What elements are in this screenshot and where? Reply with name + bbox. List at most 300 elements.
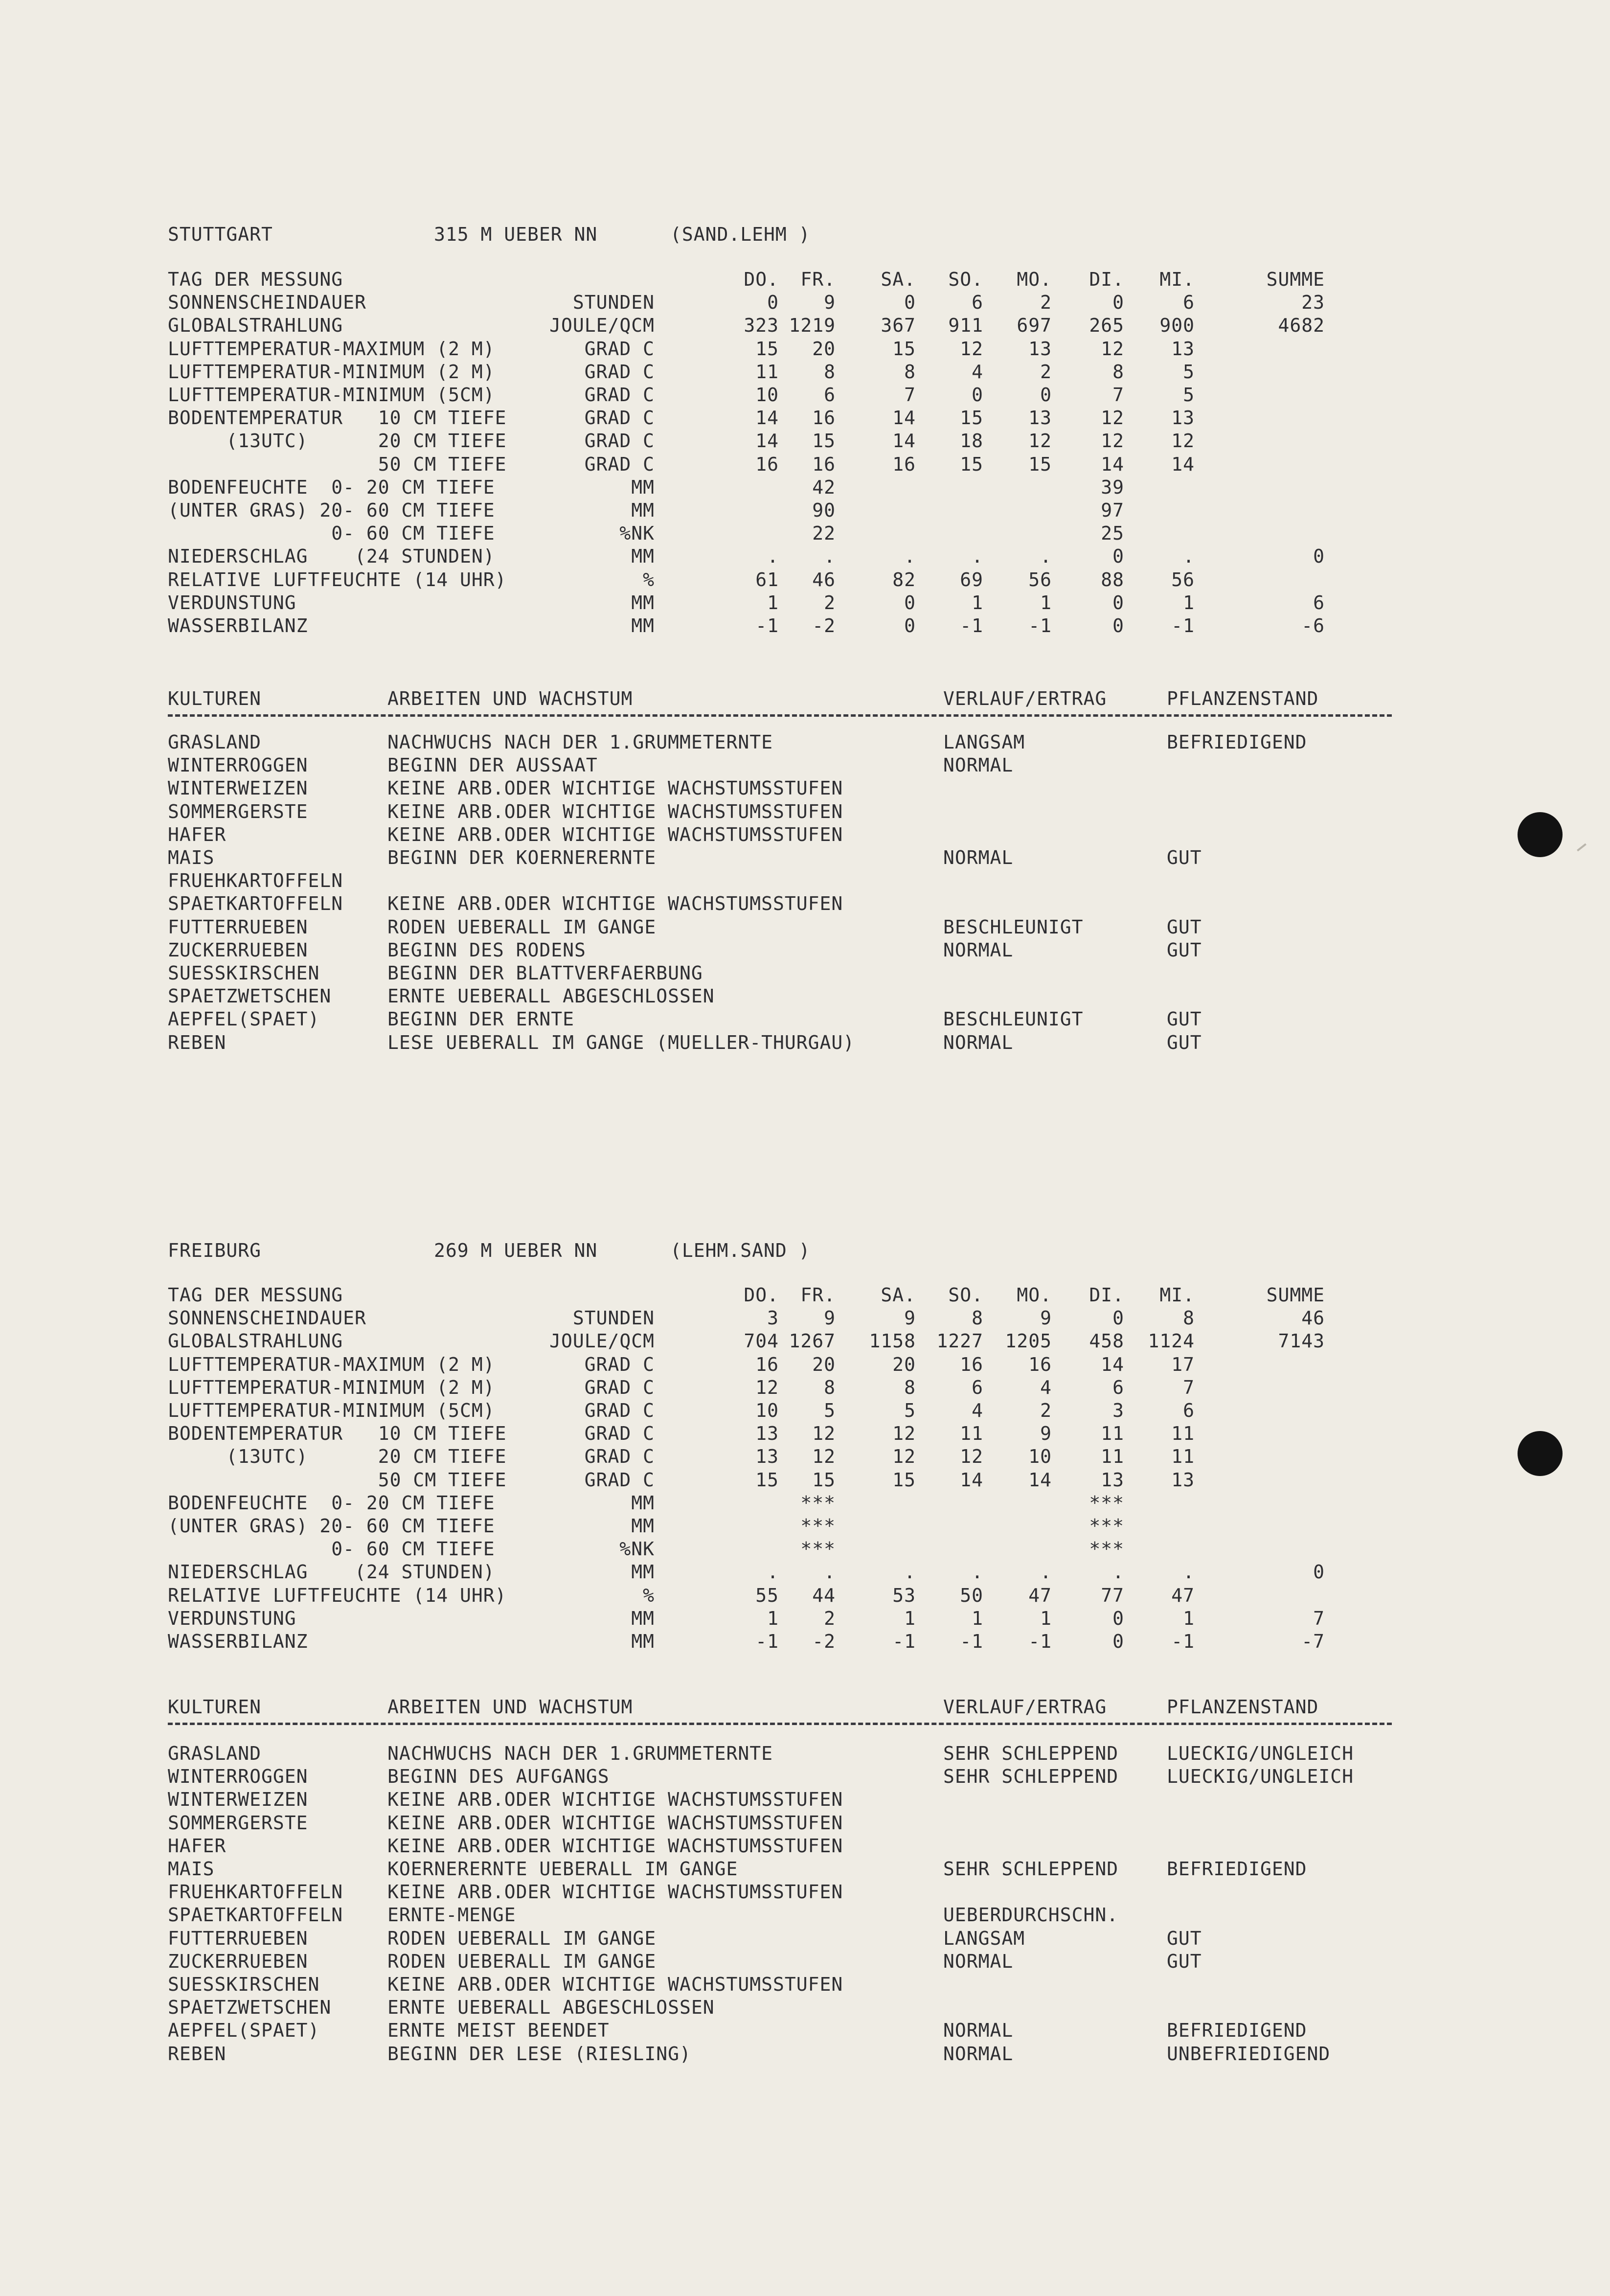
crop-state: GUT <box>1167 916 1202 938</box>
crop-work: BEGINN DES RODENS <box>387 939 586 961</box>
day-value: 13 <box>1101 1469 1124 1491</box>
dashed-separator <box>168 1723 1392 1725</box>
day-value: 0 <box>1112 292 1124 314</box>
day-value: 17 <box>1171 1353 1195 1375</box>
day-value: 8 <box>1183 1307 1195 1329</box>
crop-work: ERNTE UEBERALL ABGESCHLOSSEN <box>387 985 715 1007</box>
crop-culture: HAFER <box>168 1835 227 1857</box>
measurement-unit: % <box>643 568 655 591</box>
column-culture-header: KULTUREN <box>168 1696 262 1718</box>
column-work-header: ARBEITEN UND WACHSTUM <box>387 688 633 709</box>
day-value: 697 <box>1017 315 1052 337</box>
crop-course: NORMAL <box>943 2043 1014 2065</box>
week-sum: 4682 <box>1278 315 1325 337</box>
measurement-label: LUFTTEMPERATUR-MINIMUM (2 M) <box>168 1376 495 1398</box>
day-value: 0 <box>904 615 916 637</box>
day-value: 1 <box>904 1607 916 1629</box>
day-value: FR. <box>800 269 836 290</box>
measurement-row <box>0 1353 1610 1376</box>
measurement-unit: GRAD C <box>584 407 655 429</box>
measurement-label: BODENTEMPERATUR 10 CM TIEFE <box>168 407 507 429</box>
day-value: 1 <box>1183 591 1195 614</box>
day-value: MO. <box>1017 1284 1052 1306</box>
day-value: FR. <box>800 1284 836 1306</box>
measurement-label: LUFTTEMPERATUR-MINIMUM (5CM) <box>168 1400 495 1421</box>
day-value: 16 <box>755 453 779 475</box>
crop-culture: REBEN <box>168 1031 227 1053</box>
measurement-unit: GRAD C <box>584 384 655 406</box>
day-value: -2 <box>812 615 836 637</box>
day-value: 11 <box>1101 1423 1124 1445</box>
measurement-row <box>0 1468 1610 1492</box>
day-value: 0 <box>1040 384 1052 406</box>
measurement-row <box>0 614 1610 637</box>
measurement-row <box>0 1537 1610 1561</box>
crop-culture: WINTERWEIZEN <box>168 1789 308 1811</box>
day-value: 1 <box>767 591 779 614</box>
day-value: 12 <box>812 1423 836 1445</box>
measurement-unit: MM <box>631 546 655 568</box>
crop-course: BESCHLEUNIGT <box>943 916 1084 938</box>
crop-course: LANGSAM <box>943 731 1025 753</box>
crop-work: NACHWUCHS NACH DER 1.GRUMMETERNTE <box>387 731 773 753</box>
day-value: 6 <box>824 384 836 406</box>
crop-state: BEFRIEDIGEND <box>1167 2020 1307 2042</box>
measurement-row <box>0 591 1610 614</box>
crop-work: KEINE ARB.ODER WICHTIGE WACHSTUMSSTUFEN <box>387 777 843 799</box>
column-course-header: VERLAUF/ERTRAG <box>943 688 1107 709</box>
measurement-label: LUFTTEMPERATUR-MAXIMUM (2 M) <box>168 1353 495 1375</box>
measurement-label: (UNTER GRAS) 20- 60 CM TIEFE <box>168 500 495 521</box>
crop-culture: AEPFEL(SPAET) <box>168 2020 320 2042</box>
day-value: MO. <box>1017 269 1052 290</box>
measurement-label: BODENTEMPERATUR 10 CM TIEFE <box>168 1423 507 1445</box>
day-value: 15 <box>892 338 916 360</box>
day-value: 5 <box>1183 361 1195 383</box>
crop-state: GUT <box>1167 847 1202 868</box>
crop-work: KEINE ARB.ODER WICHTIGE WACHSTUMSSTUFEN <box>387 800 843 822</box>
day-value: 7 <box>1183 1376 1195 1398</box>
week-sum: -6 <box>1301 615 1325 637</box>
measurement-label: TAG DER MESSUNG <box>168 269 343 290</box>
week-sum: 23 <box>1301 292 1325 314</box>
measurement-unit: MM <box>631 1492 655 1514</box>
day-value: 11 <box>960 1423 983 1445</box>
crop-course: NORMAL <box>943 754 1014 776</box>
day-value: *** <box>800 1538 836 1560</box>
measurement-label: 0- 60 CM TIEFE <box>168 523 495 545</box>
day-value: *** <box>800 1515 836 1537</box>
crop-row <box>0 1903 1610 1927</box>
crop-row <box>0 1788 1610 1811</box>
day-value: 14 <box>960 1469 983 1491</box>
day-value: 911 <box>948 315 983 337</box>
crop-row <box>0 938 1610 962</box>
measurement-unit: GRAD C <box>584 1353 655 1375</box>
crop-row <box>0 846 1610 869</box>
crop-culture: WINTERWEIZEN <box>168 777 308 799</box>
crop-work: BEGINN DER BLATTVERFAERBUNG <box>387 962 703 984</box>
crop-work: ERNTE MEIST BEENDET <box>387 2020 610 2042</box>
day-value: 6 <box>1112 1376 1124 1398</box>
crop-row <box>0 1857 1610 1881</box>
measurement-label: BODENFEUCHTE 0- 20 CM TIEFE <box>168 476 495 498</box>
crop-work: NACHWUCHS NACH DER 1.GRUMMETERNTE <box>387 1743 773 1764</box>
day-value: DI. <box>1089 269 1124 290</box>
station-soil-type: (SAND.LEHM ) <box>670 224 811 245</box>
day-value: 0 <box>1112 546 1124 568</box>
measurement-row <box>0 476 1610 499</box>
day-value: 12 <box>960 1446 983 1468</box>
crop-row <box>0 823 1610 846</box>
day-value: SA. <box>881 1284 916 1306</box>
crop-work: KEINE ARB.ODER WICHTIGE WACHSTUMSSTUFEN <box>387 1974 843 1995</box>
day-value: 0 <box>1112 615 1124 637</box>
day-value: 20 <box>812 338 836 360</box>
day-value: -1 <box>960 1631 983 1652</box>
measurement-row <box>0 1560 1610 1584</box>
day-value: -1 <box>960 615 983 637</box>
day-value: 1267 <box>789 1330 836 1352</box>
day-value: 8 <box>972 1307 983 1329</box>
crop-culture: WINTERROGGEN <box>168 1766 308 1788</box>
day-value: 1219 <box>789 315 836 337</box>
measurement-label: LUFTTEMPERATUR-MINIMUM (2 M) <box>168 361 495 383</box>
crop-work: BEGINN DER KOERNERERNTE <box>387 847 657 868</box>
crop-row <box>0 1880 1610 1904</box>
day-value: 13 <box>755 1423 779 1445</box>
week-sum: -7 <box>1301 1631 1325 1652</box>
day-value: . <box>904 546 916 568</box>
day-value: . <box>1183 546 1195 568</box>
station-altitude: 269 M UEBER NN <box>434 1240 598 1261</box>
week-sum: 7 <box>1313 1607 1325 1629</box>
day-value: 1227 <box>936 1330 983 1352</box>
crop-state: GUT <box>1167 1008 1202 1030</box>
measurement-unit: MM <box>631 1561 655 1583</box>
day-value: 47 <box>1171 1584 1195 1606</box>
day-value: 8 <box>824 361 836 383</box>
day-value: 2 <box>1040 1400 1052 1421</box>
crop-work: ERNTE UEBERALL ABGESCHLOSSEN <box>387 1997 715 2019</box>
day-value: 11 <box>1171 1423 1195 1445</box>
day-value: . <box>904 1561 916 1583</box>
crop-culture: GRASLAND <box>168 731 262 753</box>
week-sum: SUMME <box>1266 269 1325 290</box>
crop-work: BEGINN DER ERNTE <box>387 1008 575 1030</box>
day-value: 13 <box>1171 407 1195 429</box>
day-value: -1 <box>755 615 779 637</box>
day-value: 265 <box>1089 315 1124 337</box>
day-value: 2 <box>1040 361 1052 383</box>
crop-culture: SUESSKIRSCHEN <box>168 962 320 984</box>
day-value: -1 <box>1028 615 1052 637</box>
day-value: 53 <box>892 1584 916 1606</box>
day-value: 12 <box>1101 407 1124 429</box>
measurement-row <box>0 360 1610 384</box>
station-soil-type: (LEHM.SAND ) <box>670 1240 811 1261</box>
measurement-label: NIEDERSCHLAG (24 STUNDEN) <box>168 1561 495 1583</box>
day-value: 12 <box>1101 338 1124 360</box>
day-value: 9 <box>904 1307 916 1329</box>
measurement-unit: MM <box>631 591 655 614</box>
day-value: 15 <box>812 1469 836 1491</box>
day-value: 14 <box>892 407 916 429</box>
measurement-unit: GRAD C <box>584 1446 655 1468</box>
day-value: 15 <box>960 453 983 475</box>
week-sum: 0 <box>1313 546 1325 568</box>
station-altitude: 315 M UEBER NN <box>434 224 598 245</box>
crop-culture: REBEN <box>168 2043 227 2065</box>
day-value: 0 <box>904 292 916 314</box>
day-value: . <box>972 1561 983 1583</box>
day-value: 44 <box>812 1584 836 1606</box>
crop-work: ERNTE-MENGE <box>387 1904 516 1926</box>
day-value: 12 <box>892 1446 916 1468</box>
crop-culture: FUTTERRUEBEN <box>168 916 308 938</box>
day-value: 13 <box>1028 338 1052 360</box>
crop-work: RODEN UEBERALL IM GANGE <box>387 1950 657 1972</box>
measurement-label: (13UTC) 20 CM TIEFE <box>168 1446 507 1468</box>
day-value: 88 <box>1101 568 1124 591</box>
day-value: 77 <box>1101 1584 1124 1606</box>
crop-culture: MAIS <box>168 1858 215 1880</box>
measurement-unit: MM <box>631 476 655 498</box>
measurement-unit: GRAD C <box>584 1423 655 1445</box>
crop-state: LUECKIG/UNGLEICH <box>1167 1743 1354 1764</box>
crop-culture: AEPFEL(SPAET) <box>168 1008 320 1030</box>
crop-culture: FUTTERRUEBEN <box>168 1927 308 1949</box>
measurement-unit: GRAD C <box>584 1469 655 1491</box>
day-value: DO. <box>744 1284 779 1306</box>
crop-row <box>0 1927 1610 1950</box>
crop-culture: SUESSKIRSCHEN <box>168 1974 320 1995</box>
day-value: 42 <box>812 476 836 498</box>
crop-culture: FRUEHKARTOFFELN <box>168 870 343 892</box>
column-state-header: PFLANZENSTAND <box>1167 688 1319 709</box>
day-value: 8 <box>904 361 916 383</box>
day-value: 56 <box>1171 568 1195 591</box>
measurement-row <box>0 453 1610 476</box>
day-value: 4 <box>972 361 983 383</box>
crop-culture: SPAETKARTOFFELN <box>168 1904 343 1926</box>
day-value: MI. <box>1159 1284 1195 1306</box>
day-value: 704 <box>744 1330 779 1352</box>
day-value: 10 <box>1028 1446 1052 1468</box>
day-value: . <box>1183 1561 1195 1583</box>
day-value: 20 <box>892 1353 916 1375</box>
day-value: 97 <box>1101 500 1124 521</box>
crop-culture: SPAETKARTOFFELN <box>168 893 343 915</box>
day-value: 18 <box>960 430 983 452</box>
measurement-unit: GRAD C <box>584 1376 655 1398</box>
crop-row <box>0 753 1610 777</box>
crop-culture: ZUCKERRUEBEN <box>168 939 308 961</box>
measurement-row <box>0 337 1610 361</box>
crop-row <box>0 961 1610 985</box>
crop-culture: HAFER <box>168 823 227 845</box>
measurement-label: 0- 60 CM TIEFE <box>168 1538 495 1560</box>
day-value: DO. <box>744 269 779 290</box>
crop-culture: ZUCKERRUEBEN <box>168 1950 308 1972</box>
day-value: 9 <box>1040 1307 1052 1329</box>
measurement-row <box>0 1491 1610 1515</box>
day-value: SO. <box>948 269 983 290</box>
crops-header <box>0 1695 1610 1719</box>
measurement-row <box>0 1306 1610 1330</box>
day-value: SA. <box>881 269 916 290</box>
day-value: 16 <box>892 453 916 475</box>
day-value: *** <box>800 1492 836 1514</box>
measurement-row <box>0 1584 1610 1607</box>
day-value: 55 <box>755 1584 779 1606</box>
crop-course: SEHR SCHLEPPEND <box>943 1858 1119 1880</box>
column-work-header: ARBEITEN UND WACHSTUM <box>387 1696 633 1718</box>
measurement-row <box>0 1630 1610 1653</box>
measurement-unit: GRAD C <box>584 361 655 383</box>
measurement-row <box>0 1283 1610 1307</box>
day-value: 7 <box>904 384 916 406</box>
day-value: 16 <box>812 453 836 475</box>
day-value: 1 <box>767 1607 779 1629</box>
day-value: 12 <box>1171 430 1195 452</box>
measurement-label: GLOBALSTRAHLUNG <box>168 1330 343 1352</box>
day-value: 4 <box>972 1400 983 1421</box>
measurement-row <box>0 1399 1610 1422</box>
crop-course: BESCHLEUNIGT <box>943 1008 1084 1030</box>
day-value: *** <box>1089 1515 1124 1537</box>
crop-work: RODEN UEBERALL IM GANGE <box>387 916 657 938</box>
crop-state: GUT <box>1167 939 1202 961</box>
crop-work: BEGINN DER AUSSAAT <box>387 754 598 776</box>
crop-row <box>0 1950 1610 1973</box>
day-value: 20 <box>812 1353 836 1375</box>
measurement-row <box>0 268 1610 291</box>
day-value: 12 <box>1028 430 1052 452</box>
measurement-label: (UNTER GRAS) 20- 60 CM TIEFE <box>168 1515 495 1537</box>
measurement-label: VERDUNSTUNG <box>168 1607 296 1629</box>
crop-row <box>0 776 1610 800</box>
measurement-row <box>0 545 1610 568</box>
crop-row <box>0 915 1610 939</box>
day-value: 367 <box>881 315 916 337</box>
day-value: 6 <box>1183 292 1195 314</box>
crop-course: NORMAL <box>943 2020 1014 2042</box>
day-value: 22 <box>812 523 836 545</box>
measurement-label: SONNENSCHEINDAUER <box>168 1307 366 1329</box>
day-value: -1 <box>1171 1631 1195 1652</box>
measurement-label: (13UTC) 20 CM TIEFE <box>168 430 507 452</box>
day-value: 1124 <box>1148 1330 1195 1352</box>
day-value: 6 <box>972 1376 983 1398</box>
day-value: 7 <box>1112 384 1124 406</box>
day-value: 14 <box>1028 1469 1052 1491</box>
crops-header <box>0 687 1610 710</box>
crop-culture: SPAETZWETSCHEN <box>168 1997 332 2019</box>
crop-course: SEHR SCHLEPPEND <box>943 1766 1119 1788</box>
day-value: 16 <box>812 407 836 429</box>
measurement-label: LUFTTEMPERATUR-MINIMUM (5CM) <box>168 384 495 406</box>
column-culture-header: KULTUREN <box>168 688 262 709</box>
day-value: 50 <box>960 1584 983 1606</box>
crop-row <box>0 800 1610 823</box>
crop-culture: FRUEHKARTOFFELN <box>168 1881 343 1903</box>
day-value: 3 <box>767 1307 779 1329</box>
day-value: 5 <box>1183 384 1195 406</box>
measurement-label: LUFTTEMPERATUR-MAXIMUM (2 M) <box>168 338 495 360</box>
crop-state: UNBEFRIEDIGEND <box>1167 2043 1331 2065</box>
day-value: 12 <box>892 1423 916 1445</box>
crop-course: NORMAL <box>943 939 1014 961</box>
crop-row <box>0 1811 1610 1835</box>
measurement-row <box>0 1514 1610 1538</box>
measurement-row <box>0 499 1610 522</box>
day-value: *** <box>1089 1492 1124 1514</box>
day-value: 0 <box>767 292 779 314</box>
day-value: SO. <box>948 1284 983 1306</box>
measurement-label: WASSERBILANZ <box>168 615 308 637</box>
crop-row <box>0 1765 1610 1788</box>
crop-work: RODEN UEBERALL IM GANGE <box>387 1927 657 1949</box>
day-value: 13 <box>755 1446 779 1468</box>
day-value: 0 <box>904 591 916 614</box>
crop-culture: SOMMERGERSTE <box>168 800 308 822</box>
crop-state: BEFRIEDIGEND <box>1167 731 1307 753</box>
day-value: 12 <box>755 1376 779 1398</box>
crop-work: KEINE ARB.ODER WICHTIGE WACHSTUMSSTUFEN <box>387 1835 843 1857</box>
day-value: 9 <box>824 1307 836 1329</box>
day-value: 15 <box>755 338 779 360</box>
day-value: 69 <box>960 568 983 591</box>
day-value: 10 <box>755 1400 779 1421</box>
day-value: 13 <box>1171 338 1195 360</box>
day-value: . <box>1040 1561 1052 1583</box>
day-value: 12 <box>812 1446 836 1468</box>
measurement-row <box>0 1376 1610 1399</box>
measurement-unit: GRAD C <box>584 453 655 475</box>
day-value: 14 <box>1101 453 1124 475</box>
crop-row <box>0 1834 1610 1858</box>
crop-row <box>0 984 1610 1008</box>
day-value: DI. <box>1089 1284 1124 1306</box>
station-name: FREIBURG <box>168 1240 262 1261</box>
crop-row <box>0 2019 1610 2042</box>
measurement-unit: GRAD C <box>584 430 655 452</box>
crop-row <box>0 1996 1610 2019</box>
week-sum: 46 <box>1301 1307 1325 1329</box>
crop-row <box>0 1973 1610 1996</box>
measurement-unit: %NK <box>619 523 655 545</box>
day-value: 9 <box>824 292 836 314</box>
crop-state: GUT <box>1167 1927 1202 1949</box>
day-value: 25 <box>1101 523 1124 545</box>
day-value: 8 <box>824 1376 836 1398</box>
day-value: 6 <box>1183 1400 1195 1421</box>
day-value: . <box>1040 546 1052 568</box>
day-value: 0 <box>1112 1307 1124 1329</box>
measurement-label: BODENFEUCHTE 0- 20 CM TIEFE <box>168 1492 495 1514</box>
crop-course: LANGSAM <box>943 1927 1025 1949</box>
day-value: 15 <box>892 1469 916 1491</box>
day-value: 14 <box>1171 453 1195 475</box>
week-sum: 7143 <box>1278 1330 1325 1352</box>
station-header <box>0 1239 1610 1262</box>
measurement-unit: MM <box>631 1607 655 1629</box>
day-value: . <box>767 1561 779 1583</box>
crop-work: BEGINN DES AUFGANGS <box>387 1766 610 1788</box>
measurement-label: NIEDERSCHLAG (24 STUNDEN) <box>168 546 495 568</box>
crop-culture: MAIS <box>168 847 215 868</box>
